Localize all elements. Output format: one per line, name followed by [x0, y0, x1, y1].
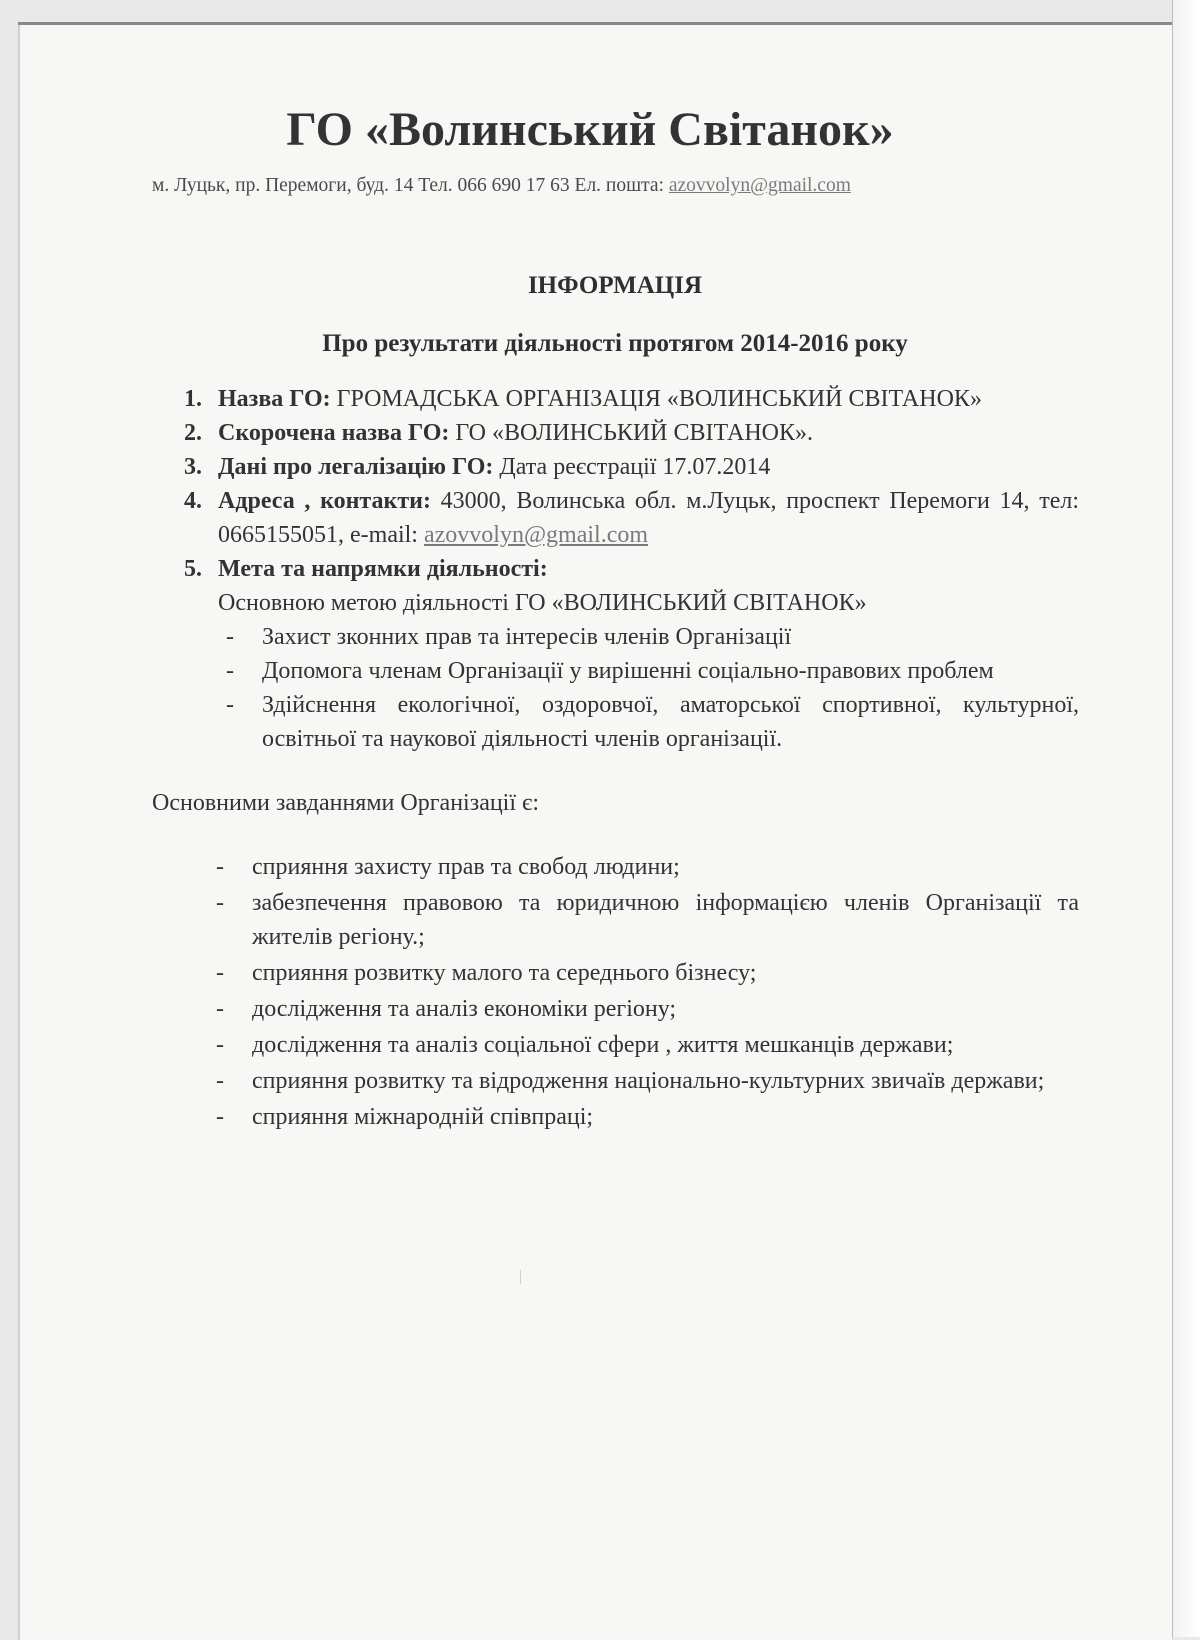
info-item-short-name	[174, 416, 1079, 450]
dash-marker: -	[226, 658, 234, 684]
tasks-list	[216, 850, 1079, 1136]
info-item-name	[174, 382, 1079, 416]
task-text: сприяння захисту прав та свобод людини;	[252, 854, 680, 880]
goal-bullet-text: Захист зконних прав та інтересів членів Організації	[262, 624, 792, 650]
organization-title: ГО «Волинський Світанок»	[286, 103, 894, 156]
task-item	[216, 992, 1079, 1026]
info-item-registration	[174, 450, 1079, 484]
item-label: Мета та напрямки діяльності:	[218, 556, 548, 582]
goal-bullet-text: Допомога членам Організації у вирішенні соціально-правових проблем	[262, 658, 994, 684]
dash-marker: -	[226, 692, 234, 718]
info-item-address	[174, 484, 1079, 552]
item-value: Дата реєстрації 17.07.2014	[493, 454, 771, 480]
dash-marker: -	[216, 890, 224, 916]
dash-marker: -	[226, 624, 234, 650]
item-value: 43000, Волинська обл. м.Луцьк, проспект Перемоги 14, тел: 0665155051, e-mail:	[218, 488, 1079, 548]
item-label: Назва ГО:	[218, 386, 331, 412]
dash-marker: -	[216, 1068, 224, 1094]
document-heading: ІНФОРМАЦІЯ	[527, 272, 703, 299]
item-value: ГО «ВОЛИНСЬКИЙ СВІТАНОК».	[449, 420, 813, 446]
info-item-goals	[174, 552, 1079, 586]
page-edge	[1172, 0, 1200, 1637]
goal-bullet	[218, 688, 1079, 756]
contact-line	[152, 175, 851, 197]
dash-marker: -	[216, 1104, 224, 1130]
scan-artifact	[520, 1270, 521, 1284]
contact-email-link[interactable]: azovvolyn@gmail.com	[668, 175, 851, 196]
address-email-link[interactable]: azovvolyn@gmail.com	[423, 522, 649, 548]
item-value: ГРОМАДСЬКА ОРГАНІЗАЦІЯ «ВОЛИНСЬКИЙ СВІТАНОК»	[330, 386, 982, 412]
task-item	[216, 1064, 1079, 1098]
item-number: 2.	[184, 420, 202, 446]
task-text: сприяння розвитку малого та середнього бізнесу;	[252, 960, 757, 986]
task-item	[216, 956, 1079, 990]
goal-intro: Основною метою діяльності ГО «ВОЛИНСЬКИЙ СВІТАНОК»	[218, 590, 867, 616]
task-item	[216, 1028, 1079, 1062]
item-number: 3.	[184, 454, 202, 480]
document-page	[18, 22, 1173, 1640]
dash-marker: -	[216, 1032, 224, 1058]
contact-details: м. Луцьк, пр. Перемоги, буд. 14 Тел. 066 690 17 63 Ел. пошта:	[152, 175, 669, 196]
item-number: 1.	[184, 386, 202, 412]
task-item	[216, 1100, 1079, 1134]
dash-marker: -	[216, 854, 224, 880]
task-text: сприяння міжнародній співпраці;	[252, 1104, 594, 1130]
goal-bullet	[218, 620, 1079, 654]
tasks-label: Основними завданнями Організації є:	[152, 790, 539, 816]
dash-marker: -	[216, 996, 224, 1022]
item-label: Скорочена назва ГО:	[218, 420, 450, 446]
item-label: Адреса , контакти:	[218, 488, 431, 514]
dash-marker: -	[216, 960, 224, 986]
task-item	[216, 886, 1079, 954]
goal-bullet	[218, 654, 1079, 688]
task-text: сприяння розвитку та відродження національно-культурних звичаїв держави;	[252, 1068, 1045, 1094]
task-text: дослідження та аналіз економіки регіону;	[252, 996, 677, 1022]
info-list	[174, 382, 1079, 756]
item-number: 5.	[184, 556, 202, 582]
task-text: дослідження та аналіз соціальної сфери , життя мешканців держави;	[252, 1032, 954, 1058]
task-item	[216, 850, 1079, 884]
item-number: 4.	[184, 488, 202, 514]
goal-block	[174, 586, 1079, 756]
document-subheading: Про результати діяльності протягом 2014-2016 року	[322, 330, 908, 357]
goal-bullet-text: Здійснення екологічної, оздоровчої, аматорської спортивної, культурної, освітньої та наукової діяльності членів організації.	[262, 692, 1079, 752]
task-text: забезпечення правовою та юридичною інформацією членів Організації та жителів регіону.;	[252, 890, 1079, 950]
item-label: Дані про легалізацію ГО:	[218, 454, 494, 480]
